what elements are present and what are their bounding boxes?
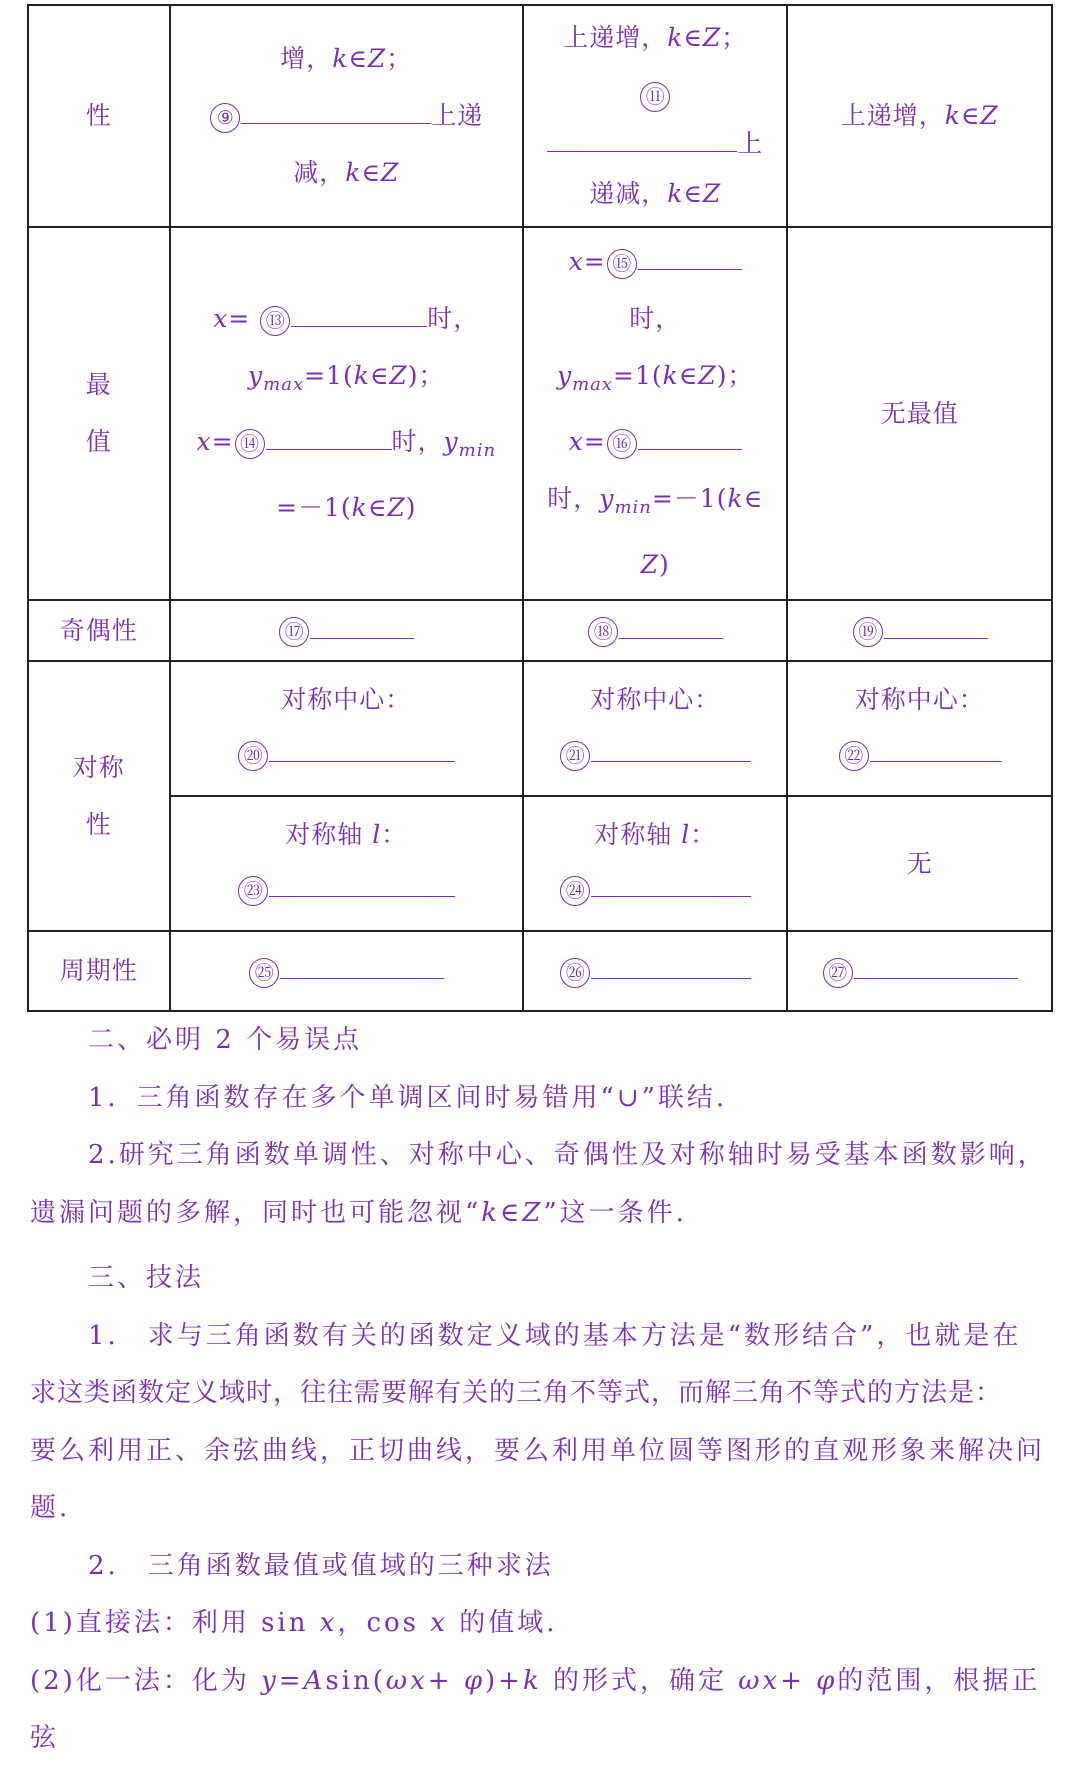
blank-number-11: ⑪ xyxy=(640,82,670,112)
label-symmetry: 对称 性 xyxy=(28,661,170,931)
table-row-parity xyxy=(28,600,1052,661)
blank-number-17: ⑰ xyxy=(279,617,309,647)
body-text xyxy=(30,1012,1052,1768)
cell-tan-monotonicity: 上递增，k∈Z xyxy=(787,5,1052,227)
answer-blank xyxy=(269,739,455,762)
cell-cos-monotonicity: 上递增，k∈Z； ⑪ 上 递减，k∈Z xyxy=(523,5,788,227)
method-direct: (1)直接法：利用 sin x，cos x 的值域. xyxy=(30,1608,558,1638)
section-2-title: 二、必明 2 个易误点 xyxy=(88,1025,363,1055)
blank-number-19: ⑲ xyxy=(853,617,883,647)
label-monotonicity: 性 xyxy=(28,5,170,227)
blank-number-13: ⑬ xyxy=(260,306,290,336)
cell-cos-axis: 对称轴 l： ㉔ xyxy=(523,796,788,931)
answer-blank xyxy=(291,304,427,327)
answer-blank xyxy=(269,874,455,897)
cell-cos-period xyxy=(523,931,788,1011)
pitfall-2-line-1: 2.研究三角函数单调性、对称中心、奇偶性及对称轴时易受基本函数影响， xyxy=(88,1140,1047,1170)
blank-number-20: ⑳ xyxy=(238,741,268,771)
blank-number-18: ⑱ xyxy=(588,617,618,647)
blank-number-15: ⑮ xyxy=(607,249,637,279)
table-row-symmetry-axis xyxy=(28,796,1052,931)
blank-number-22: ㉒ xyxy=(839,741,869,771)
answer-blank xyxy=(280,956,444,979)
table-row-symmetry-center xyxy=(28,661,1052,796)
blank-number-24: ㉔ xyxy=(560,876,590,906)
trig-properties-table xyxy=(27,4,1053,1012)
blank-number-14: ⑭ xyxy=(235,429,265,459)
section-3-title: 三、技法 xyxy=(88,1263,205,1293)
answer-blank xyxy=(870,739,1002,762)
blank-number-16: ⑯ xyxy=(607,429,637,459)
label-extreme-values: 最 值 xyxy=(28,227,170,600)
method-unify: (2)化一法：化为 y=Asin(ωx+ φ)+k 的形式，确定 ωx+ φ的范围，根据正弦 xyxy=(30,1665,1041,1753)
answer-blank xyxy=(266,427,392,450)
cell-sin-monotonicity: 增，k∈Z； ⑨ 上递 减，k∈Z xyxy=(170,5,523,227)
blank-number-23: ㉓ xyxy=(238,876,268,906)
blank-number-21: ㉑ xyxy=(560,741,590,771)
pitfall-1: 1．三角函数存在多个单调区间时易错用“∪”联结. xyxy=(88,1082,728,1113)
cell-sin-extreme: x= ⑬ 时， $y_{max}=1(k\in Z)$； x= ⑭ 时，$y_{min}$ =－1(k∈Z) xyxy=(170,227,523,600)
label-period: 周期性 xyxy=(28,931,170,1011)
cell-sin-center: 对称中心： ⑳ xyxy=(170,661,523,796)
answer-blank xyxy=(591,956,751,979)
answer-blank xyxy=(638,427,742,450)
technique-1-line-4: 题. xyxy=(30,1493,71,1523)
blank-number-25: ㉕ xyxy=(249,958,279,988)
technique-1-line-3: 要么利用正、余弦曲线，正切曲线，要么利用单位圆等图形的直观形象来解决问 xyxy=(30,1435,1046,1466)
cell-sin-parity xyxy=(170,600,523,661)
answer-blank xyxy=(310,616,414,639)
table-row-monotonicity xyxy=(28,5,1052,227)
blank-number-27: ㉗ xyxy=(823,958,853,988)
cell-tan-extreme: 无最值 xyxy=(787,227,1052,600)
cell-cos-center: 对称中心： ㉑ xyxy=(523,661,788,796)
answer-blank xyxy=(638,247,742,270)
table-row-period xyxy=(28,931,1052,1011)
cell-tan-center: 对称中心： ㉒ xyxy=(787,661,1052,796)
cell-cos-extreme: x= ⑮ 时， $y_{max}=1(k\in Z)$； x= ⑯ 时，$y_{min}=-1(k\in$ Z) xyxy=(523,227,788,600)
technique-2: 2. 三角函数最值或值域的三种求法 xyxy=(88,1550,554,1581)
answer-blank xyxy=(884,616,988,639)
blank-number-26: ㉖ xyxy=(560,958,590,988)
blank-number-9: ⑨ xyxy=(210,103,240,133)
cell-cos-parity xyxy=(523,600,788,661)
pitfall-2-line-2: 遗漏问题的多解，同时也可能忽视“k∈Z”这一条件. xyxy=(30,1197,687,1228)
answer-blank xyxy=(547,129,737,152)
cell-tan-period xyxy=(787,931,1052,1011)
answer-blank xyxy=(591,739,751,762)
cell-tan-parity xyxy=(787,600,1052,661)
technique-1-line-1: 1. 求与三角函数有关的函数定义域的基本方法是“数形结合”，也就是在 xyxy=(88,1320,1022,1351)
cell-sin-axis: 对称轴 l： ㉓ xyxy=(170,796,523,931)
answer-blank xyxy=(854,956,1018,979)
answer-blank xyxy=(591,874,751,897)
label-parity: 奇偶性 xyxy=(28,600,170,661)
technique-1-line-2: 求这类函数定义域时，往往需要解有关的三角不等式，而解三角不等式的方法是： xyxy=(30,1378,1003,1408)
answer-blank xyxy=(619,616,723,639)
answer-blank xyxy=(241,101,431,124)
table-row-extreme-values xyxy=(28,227,1052,600)
cell-tan-axis: 无 xyxy=(787,796,1052,931)
cell-sin-period xyxy=(170,931,523,1011)
